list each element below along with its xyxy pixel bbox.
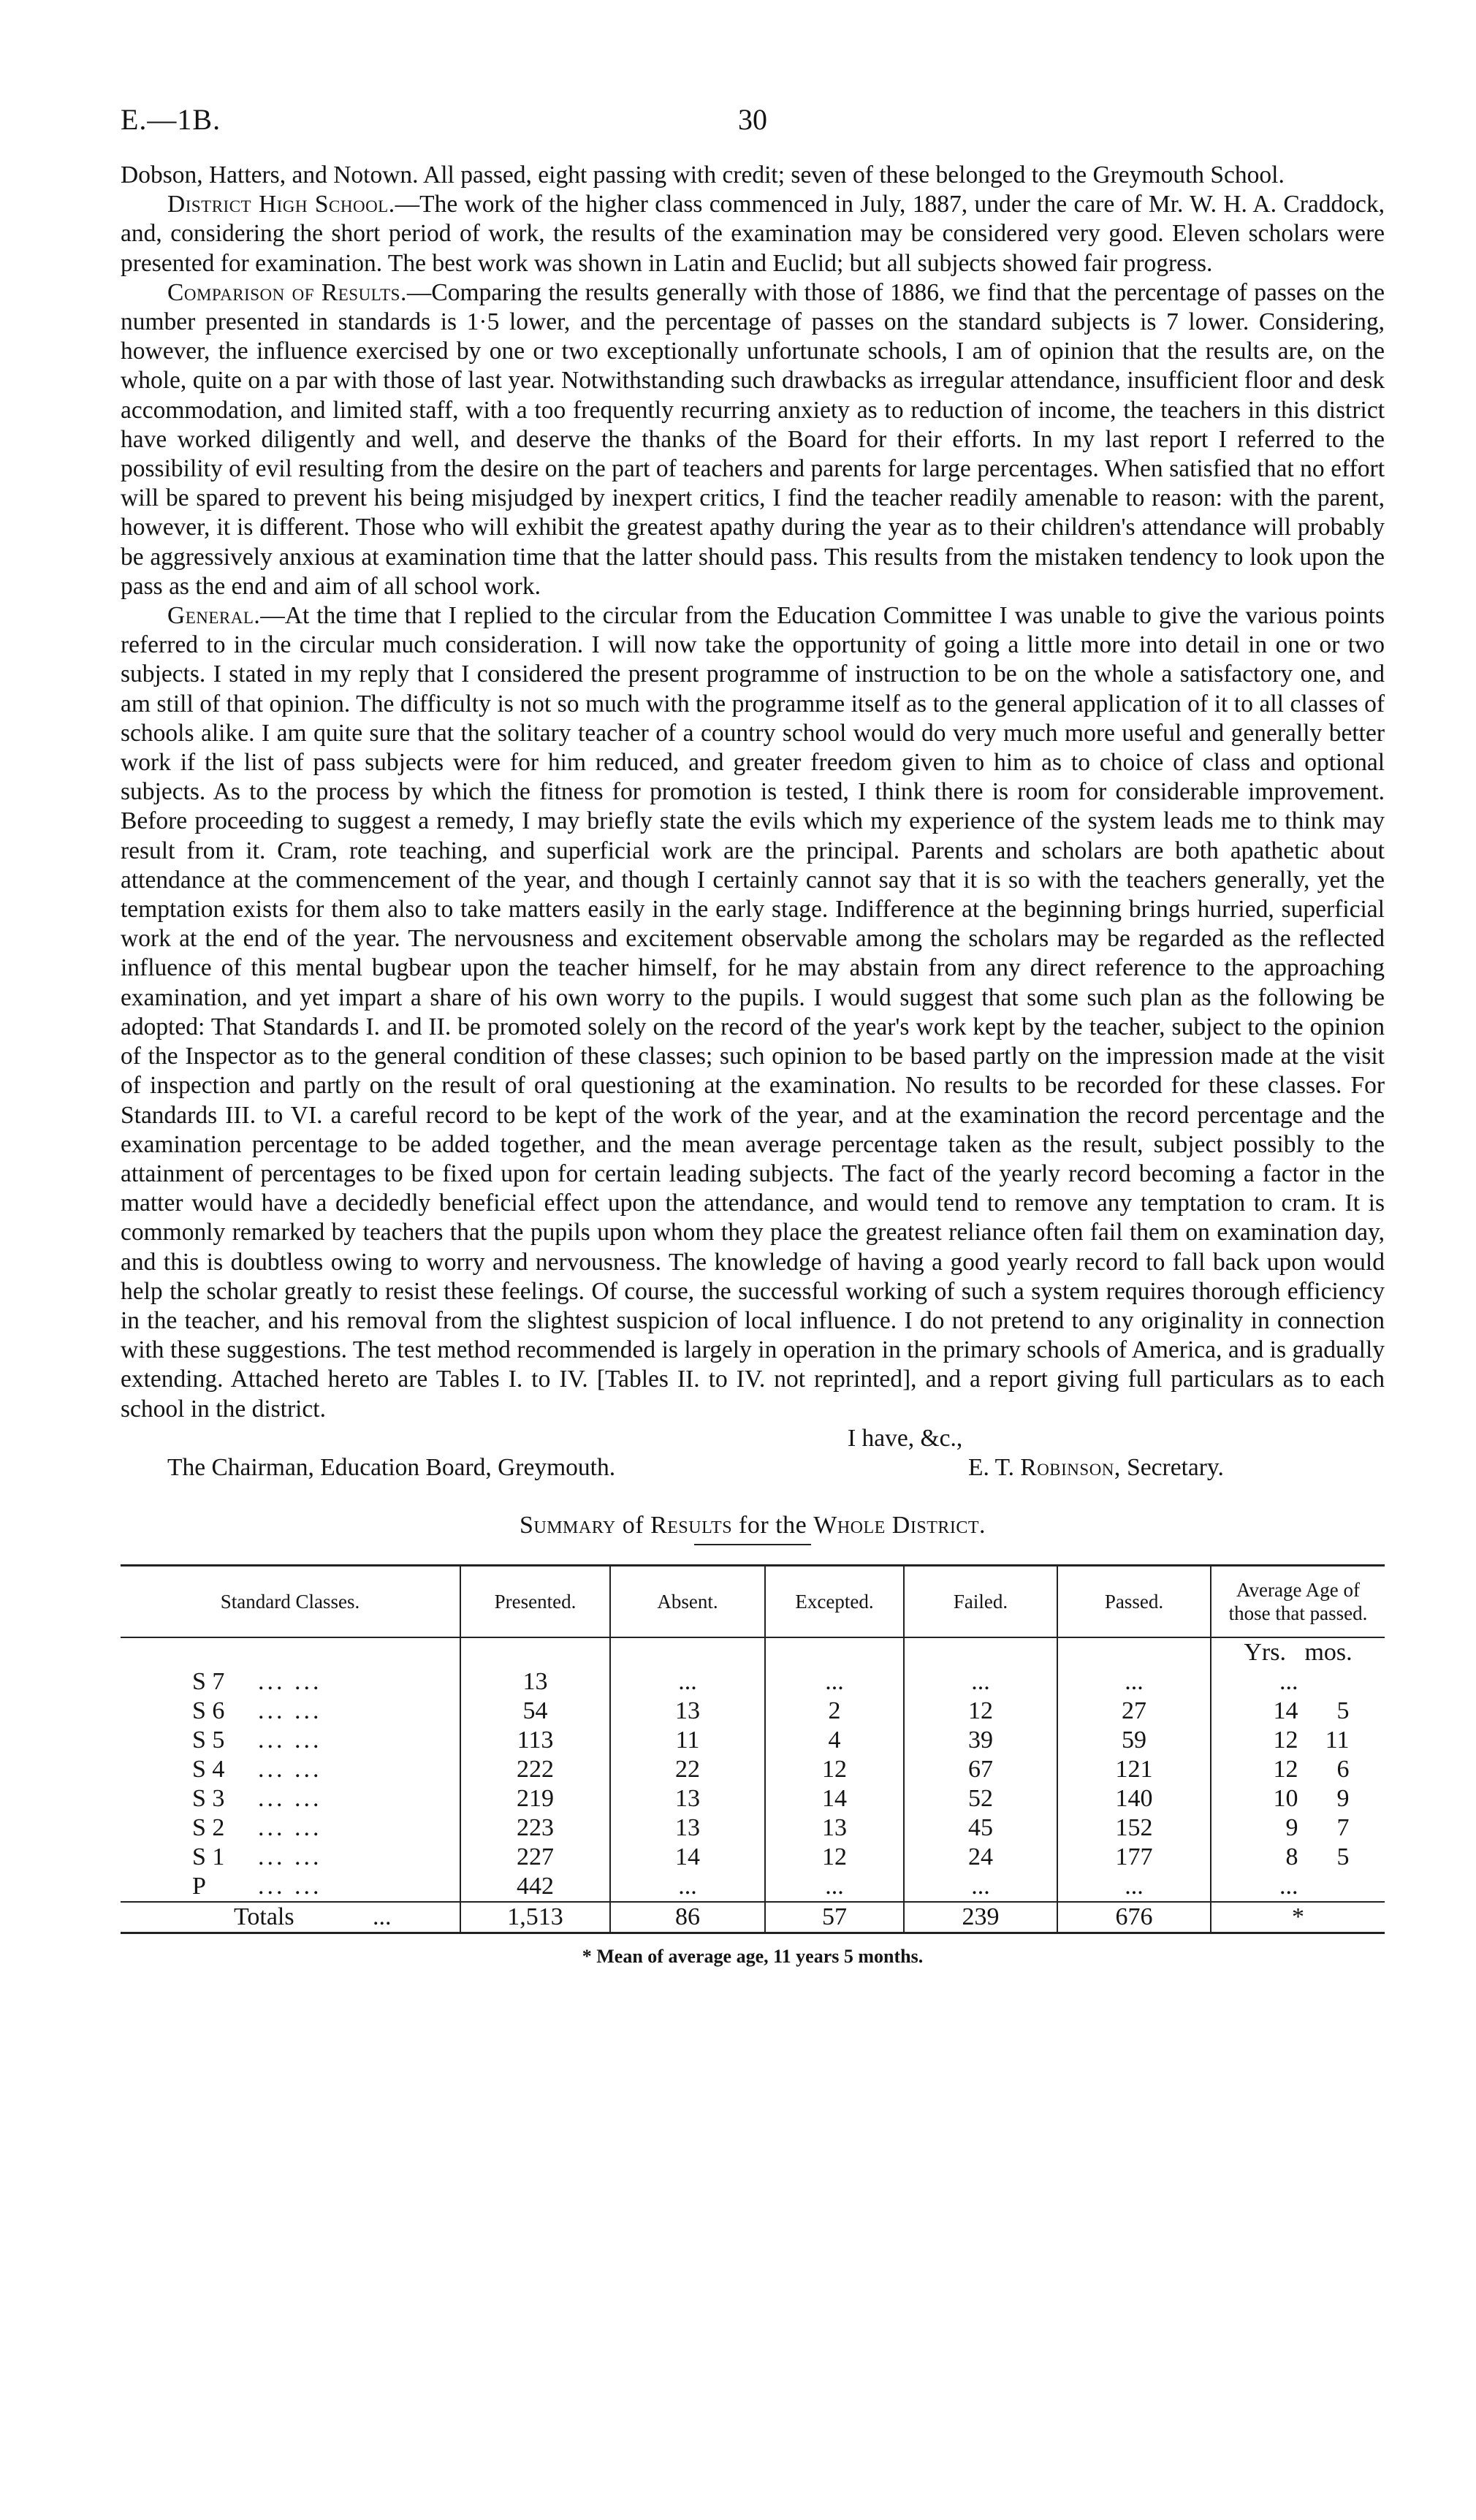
cell-excepted: 2 [765, 1697, 904, 1726]
cell-absent: 13 [610, 1784, 765, 1813]
cell-excepted: 13 [765, 1813, 904, 1843]
total-presented: 1,513 [460, 1902, 610, 1933]
table-footnote: * Mean of average age, 11 years 5 months. [582, 1945, 924, 1967]
col-absent: Absent. [610, 1565, 765, 1637]
addressee: The Chairman, Education Board, Greymouth. [167, 1453, 616, 1481]
title-rule [694, 1544, 811, 1545]
cell-average-age: 10 9 [1211, 1784, 1385, 1813]
cell-absent: 13 [610, 1813, 765, 1843]
cell-excepted: ... [765, 1872, 904, 1902]
cell-average-age: 14 5 [1211, 1697, 1385, 1726]
cell-presented: 219 [460, 1784, 610, 1813]
paragraph-heading: General. [167, 602, 261, 630]
table-row [121, 1697, 1385, 1726]
standard-class: S 1 ... ... [192, 1843, 322, 1870]
cell-average-age: 12 6 [1211, 1755, 1385, 1784]
letter-closing [121, 1424, 1385, 1482]
table-header-row [121, 1565, 1385, 1637]
report-body [121, 161, 1385, 1424]
cell-absent: ... [610, 1667, 765, 1697]
cell-passed: 27 [1057, 1697, 1211, 1726]
total-passed: 676 [1057, 1902, 1211, 1933]
col-passed: Passed. [1057, 1565, 1211, 1637]
cell-passed: 59 [1057, 1726, 1211, 1755]
table-row [121, 1843, 1385, 1872]
cell-passed: 152 [1057, 1813, 1211, 1843]
cell-presented: 113 [460, 1726, 610, 1755]
cell-presented: 223 [460, 1813, 610, 1843]
paragraph-comparison-of-results: Comparison of Results.—Comparing the results generally with those of 1886, we find that the percentage of passes on the number presented in standards is 1·5 lower, and the percentage of passes on the standard subjects is 7 lower. Considering, however, the influence exercised by one or two exceptionally unfortunate schools, I am of opinion that the results are, on the whole, quite on a par with those of last year. Notwithstanding such drawbacks as irregular attendance, insufficient floor and desk accommodation, and limited staff, with a too frequently recurring anxiety as to reduction of income, the teachers in this district have worked diligently and well, and deserve the thanks of the Board for their efforts. In my last report I referred to the possibility of evil resulting from the desire on the part of teachers and parents for large percentages. When satisfied that no effort will be spared to prevent his being misjudged by inexpert critics, I find the teacher readily amenable to reason: with the parent, however, it is different. Those who will exhibit the greatest apathy during the year as to their children's attendance will probably be aggressively anxious at examination time that the latter should pass. This results from the mistaken tendency to look upon the pass as the end and aim of all school work. [121, 278, 1385, 600]
col-presented: Presented. [460, 1565, 610, 1637]
cell-passed: 140 [1057, 1784, 1211, 1813]
col-excepted: Excepted. [765, 1565, 904, 1637]
standard-class: S 6 ... ... [192, 1697, 322, 1724]
cell-presented: 13 [460, 1667, 610, 1697]
cell-average-age: 8 5 [1211, 1843, 1385, 1872]
standard-class: S 2 ... ... [192, 1813, 322, 1841]
cell-failed: 12 [904, 1697, 1057, 1726]
col-failed: Failed. [904, 1565, 1057, 1637]
summary-table [121, 1564, 1385, 1934]
cell-excepted: 12 [765, 1755, 904, 1784]
cell-presented: 222 [460, 1755, 610, 1784]
total-age: * [1211, 1902, 1385, 1933]
cell-absent: ... [610, 1872, 765, 1902]
cell-absent: 13 [610, 1697, 765, 1726]
salutation: I have, &c., [848, 1424, 963, 1452]
total-failed: 239 [904, 1902, 1057, 1933]
table-row [121, 1755, 1385, 1784]
table-title: Summary of Results for the Whole District. [519, 1511, 986, 1539]
age-units: Yrs. mos. [1211, 1637, 1385, 1667]
cell-passed: ... [1057, 1872, 1211, 1902]
cell-average-age: 9 7 [1211, 1813, 1385, 1843]
paragraph-continuation: Dobson, Hatters, and Notown. All passed, eight passing with credit; seven of these belonged to the Greymouth School. [121, 161, 1285, 189]
table-row [121, 1667, 1385, 1697]
table-row [121, 1784, 1385, 1813]
cell-average-age: 12 11 [1211, 1726, 1385, 1755]
cell-failed: 52 [904, 1784, 1057, 1813]
table-row [121, 1872, 1385, 1902]
cell-failed: 24 [904, 1843, 1057, 1872]
table-row [121, 1813, 1385, 1843]
cell-excepted: ... [765, 1667, 904, 1697]
total-absent: 86 [610, 1902, 765, 1933]
cell-absent: 11 [610, 1726, 765, 1755]
cell-absent: 22 [610, 1755, 765, 1784]
col-average-age: Average Age of those that passed. [1211, 1565, 1385, 1637]
cell-failed: 67 [904, 1755, 1057, 1784]
standard-class: S 7 ... ... [192, 1667, 322, 1695]
totals-row [121, 1902, 1385, 1933]
standard-class: P ... ... [192, 1872, 322, 1900]
cell-excepted: 4 [765, 1726, 904, 1755]
totals-label: Totals ... [121, 1902, 460, 1933]
paragraph-district-high-school: District High School.—The work of the higher class commenced in July, 1887, under the care of Mr. W. H. A. Craddock, and, considering the short period of work, the results of the examination may be considered very good. Eleven scholars were presented for examination. The best work was shown in Latin and Euclid; but all subjects showed fair progress. [121, 191, 1385, 277]
cell-presented: 54 [460, 1697, 610, 1726]
paragraph-heading: District High School. [167, 191, 395, 218]
cell-presented: 227 [460, 1843, 610, 1872]
page-header [121, 102, 1385, 161]
cell-excepted: 12 [765, 1843, 904, 1872]
cell-average-age: ... [1211, 1872, 1385, 1902]
cell-failed: ... [904, 1667, 1057, 1697]
cell-absent: 14 [610, 1843, 765, 1872]
signature: E. T. Robinson, Secretary. [968, 1453, 1224, 1481]
col-standard: Standard Classes. [121, 1565, 460, 1637]
cell-passed: ... [1057, 1667, 1211, 1697]
cell-presented: 442 [460, 1872, 610, 1902]
section-code: E.—1B. [121, 103, 221, 136]
report-page [121, 102, 1385, 1968]
cell-excepted: 14 [765, 1784, 904, 1813]
paragraph-general: General.—At the time that I replied to the circular from the Education Committee I was unable to give the various points referred to in the circular much consideration. I will now take the opportunity of going a little more into detail in one or two subjects. I stated in my reply that I considered the present programme of instruction to be on the whole a satisfactory one, and am still of that opinion. The difficulty is not so much with the programme itself as to the general application of it to all classes of schools alike. I am quite sure that the solitary teacher of a country school would do very much more useful and generally better work if the list of pass subjects were for him reduced, and greater freedom given to him as to choice of class and optional subjects. As to the process by which the fitness for promotion is tested, I think there is room for considerable improvement. Before proceeding to suggest a remedy, I may briefly state the evils which my experience of the system leads me to think may result from it. Cram, rote teaching, and superficial work are the principal. Parents and scholars are both apathetic about attendance at the commencement of the year, and though I certainly cannot say that it is so with the teachers generally, yet the temptation exists for them also to take matters easily in the early stage. Indifference at the beginning brings hurried, superficial work at the end of the year. The nervousness and excitement observable among the scholars may be regarded as the reflected influence of this mental bugbear upon the teacher himself, for he may abstain from any direct reference to the approaching examination, and yet impart a share of his own worry to the pupils. I would suggest that some such plan as the following be adopted: That Standards I. and II. be promoted solely on the record of the year's work kept by the teacher, subject to the opinion of the Inspector as to the general condition of these classes; such opinion to be based partly on the impression made at the visit of inspection and partly on the result of oral questioning at the examination. No results to be recorded for these classes. For Standards III. to VI. a careful record to be kept of the work of the year, and at the examination the record percentage and the examination percentage to be added together, and the mean average percentage taken as the result, subject possibly to the attainment of percentages to be fixed upon for certain leading subjects. The fact of the yearly record becoming a factor in the matter would have a decidedly beneficial effect upon the attendance, and would tend to remove any temptation to cram. It is commonly remarked by teachers that the pupils upon whom they place the greatest reliance often fail them on examination day, and this is doubtless owing to worry and nervousness. The knowledge of having a good yearly record to fall back upon would help the scholar greatly to resist these feelings. Of course, the successful working of such a system requires thorough efficiency in the teacher, and his removal from the slightest suspicion of local influence. I do not pretend to any originality in connection with these suggestions. The test method recommended is largely in operation in the primary schools of America, and is gradually extending. Attached hereto are Tables I. to IV. [Tables II. to IV. not reprinted], and a report giving full particulars as to each school in the district. [121, 602, 1385, 1423]
total-excepted: 57 [765, 1902, 904, 1933]
cell-passed: 177 [1057, 1843, 1211, 1872]
cell-average-age: ... [1211, 1667, 1385, 1697]
standard-class: S 3 ... ... [192, 1784, 322, 1812]
cell-failed: 45 [904, 1813, 1057, 1843]
table-row [121, 1726, 1385, 1755]
units-row [121, 1637, 1385, 1667]
page-number: 30 [738, 103, 767, 136]
cell-failed: 39 [904, 1726, 1057, 1755]
paragraph-heading: Comparison of Results. [167, 278, 407, 306]
cell-failed: ... [904, 1872, 1057, 1902]
standard-class: S 4 ... ... [192, 1755, 322, 1783]
standard-class: S 5 ... ... [192, 1726, 322, 1754]
cell-passed: 121 [1057, 1755, 1211, 1784]
